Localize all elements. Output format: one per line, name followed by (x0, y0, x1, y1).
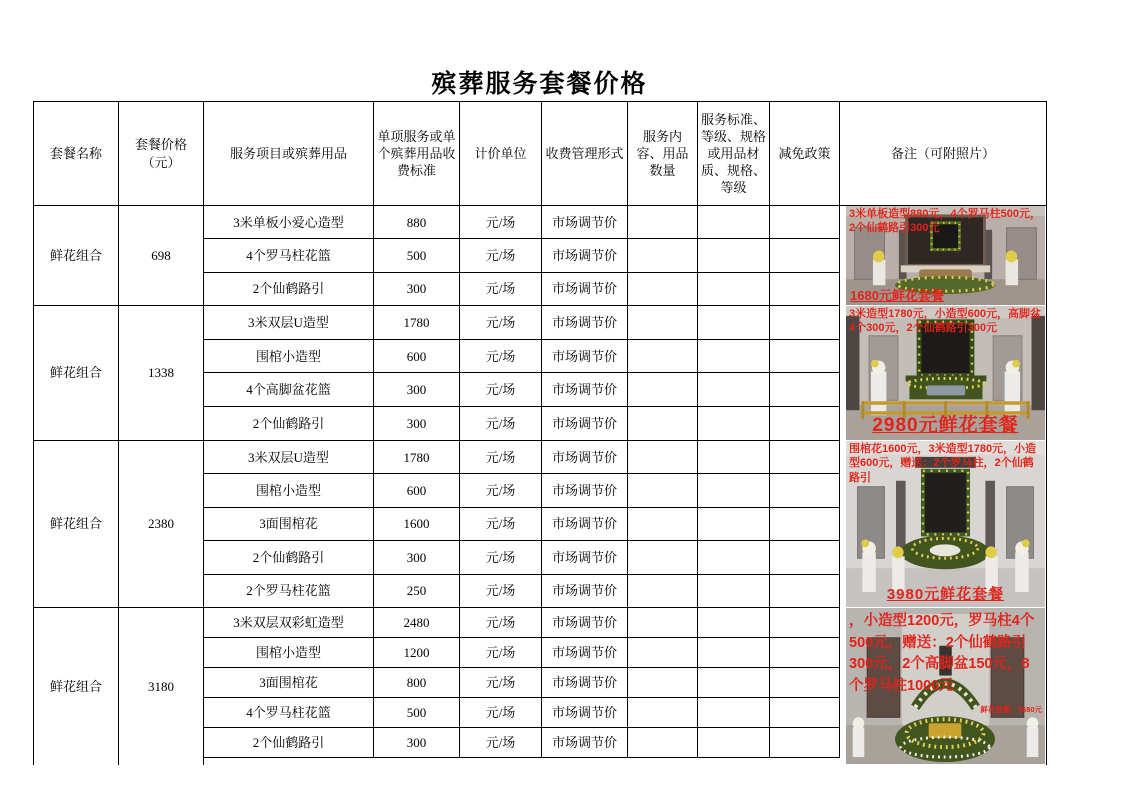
management-cell: 市场调节价 (542, 373, 628, 407)
header-package-price: 套餐价格（元） (119, 102, 204, 206)
service-standard-empty-cell (698, 575, 770, 608)
item-name-cell: 3米双层U造型 (204, 441, 374, 474)
service-standard-empty-cell (698, 474, 770, 507)
exemption-empty-cell (770, 668, 840, 698)
exemption-empty-cell (770, 306, 840, 340)
exemption-empty-cell (770, 575, 840, 608)
unit-cell: 元/场 (460, 608, 542, 638)
item-name-cell: 3米单板小爱心造型 (204, 206, 374, 239)
price-table (33, 101, 1047, 765)
group-name-cell: 鲜花组合 (34, 441, 119, 608)
exemption-empty-cell (770, 239, 840, 272)
header-package-name: 套餐名称 (34, 102, 119, 206)
management-cell: 市场调节价 (542, 340, 628, 374)
package-photo-1338 (846, 306, 1045, 440)
exemption-empty-cell (770, 508, 840, 541)
item-fee-cell: 300 (374, 541, 460, 574)
photo-cell (840, 441, 1047, 608)
management-cell: 市场调节价 (542, 474, 628, 507)
package-photo-2380 (846, 441, 1045, 607)
item-name-cell: 围棺小造型 (204, 340, 374, 374)
item-fee-cell: 300 (374, 273, 460, 306)
service-standard-empty-cell (698, 273, 770, 306)
photo-annotation-bottom: 3980元鲜花套餐 (886, 586, 1005, 604)
item-fee-cell: 1600 (374, 508, 460, 541)
management-cell: 市场调节价 (542, 239, 628, 272)
item-name-cell: 3米双层双彩虹造型 (204, 608, 374, 638)
header-service-standard-grade: 服务标准、等级、规格或用品材质、规格、等级 (698, 102, 770, 206)
item-fee-cell: 500 (374, 239, 460, 272)
service-standard-empty-cell (698, 541, 770, 574)
unit-cell: 元/场 (460, 340, 542, 374)
item-fee-cell: 300 (374, 373, 460, 407)
service-standard-empty-cell (698, 206, 770, 239)
item-fee-cell: 600 (374, 474, 460, 507)
service-standard-empty-cell (698, 340, 770, 374)
item-fee-cell: 600 (374, 340, 460, 374)
group-name-cell: 鲜花组合 (34, 306, 119, 441)
unit-cell: 元/场 (460, 373, 542, 407)
item-name-cell: 2个仙鹤路引 (204, 728, 374, 758)
unit-cell: 元/场 (460, 728, 542, 758)
exemption-empty-cell (770, 728, 840, 758)
management-cell: 市场调节价 (542, 407, 628, 441)
service-content-empty-cell (628, 541, 698, 574)
unit-cell: 元/场 (460, 698, 542, 728)
service-content-empty-cell (628, 273, 698, 306)
service-standard-empty-cell (698, 608, 770, 638)
service-content-empty-cell (628, 668, 698, 698)
management-cell: 市场调节价 (542, 638, 628, 668)
service-content-empty-cell (628, 206, 698, 239)
photo-cell (840, 608, 1047, 765)
service-standard-empty-cell (698, 306, 770, 340)
header-service-content-quantity: 服务内容、用品数量 (628, 102, 698, 206)
unit-cell: 元/场 (460, 407, 542, 441)
header-service-or-goods: 服务项目或殡葬用品 (204, 102, 374, 206)
management-cell: 市场调节价 (542, 668, 628, 698)
service-content-empty-cell (628, 407, 698, 441)
management-cell: 市场调节价 (542, 608, 628, 638)
group-price-cell: 1338 (119, 306, 204, 441)
exemption-empty-cell (770, 698, 840, 728)
header-exemption-policy: 减免政策 (770, 102, 840, 206)
group-price-cell: 3180 (119, 608, 204, 765)
item-name-cell: 2个罗马柱花篮 (204, 575, 374, 608)
service-standard-empty-cell (698, 668, 770, 698)
item-name-cell: 3面围棺花 (204, 668, 374, 698)
service-standard-empty-cell (698, 728, 770, 758)
service-content-empty-cell (628, 306, 698, 340)
service-content-empty-cell (628, 728, 698, 758)
item-fee-cell: 300 (374, 407, 460, 441)
management-cell: 市场调节价 (542, 575, 628, 608)
photo-annotation-top: 围棺花1600元，3米造型1780元，小造型600元，赠送：2个罗马柱，2个仙鹤路引 (849, 442, 1037, 484)
service-standard-empty-cell (698, 638, 770, 668)
item-name-cell: 4个罗马柱花篮 (204, 698, 374, 728)
group-name-cell: 鲜花组合 (34, 206, 119, 306)
item-fee-cell: 800 (374, 668, 460, 698)
exemption-empty-cell (770, 373, 840, 407)
unit-cell: 元/场 (460, 668, 542, 698)
service-standard-empty-cell (698, 698, 770, 728)
unit-cell: 元/场 (460, 306, 542, 340)
service-content-empty-cell (628, 508, 698, 541)
item-fee-cell: 1200 (374, 638, 460, 668)
header-fee-management-form: 收费管理形式 (542, 102, 628, 206)
service-content-empty-cell (628, 441, 698, 474)
item-fee-cell: 300 (374, 728, 460, 758)
exemption-empty-cell (770, 441, 840, 474)
photo-annotation-side: 鲜花套餐：5680元 (980, 704, 1042, 714)
item-name-cell: 2个仙鹤路引 (204, 273, 374, 306)
header-pricing-unit: 计价单位 (460, 102, 542, 206)
item-name-cell: 2个仙鹤路引 (204, 541, 374, 574)
unit-cell: 元/场 (460, 541, 542, 574)
service-content-empty-cell (628, 575, 698, 608)
service-standard-empty-cell (698, 441, 770, 474)
item-name-cell: 4个高脚盆花篮 (204, 373, 374, 407)
exemption-empty-cell (770, 407, 840, 441)
service-content-empty-cell (628, 340, 698, 374)
package-photo-698 (846, 206, 1045, 305)
header-single-fee-standard: 单项服务或单个殡葬用品收费标准 (374, 102, 460, 206)
service-standard-empty-cell (698, 407, 770, 441)
management-cell: 市场调节价 (542, 698, 628, 728)
management-cell: 市场调节价 (542, 441, 628, 474)
management-cell: 市场调节价 (542, 306, 628, 340)
exemption-empty-cell (770, 273, 840, 306)
unit-cell: 元/场 (460, 273, 542, 306)
package-photo-3180 (846, 608, 1045, 764)
unit-cell: 元/场 (460, 575, 542, 608)
page-title: 殡葬服务套餐价格 (431, 70, 648, 98)
photo-cell (840, 206, 1047, 306)
item-name-cell: 围棺小造型 (204, 474, 374, 507)
item-name-cell: 4个罗马柱花篮 (204, 239, 374, 272)
item-fee-cell: 500 (374, 698, 460, 728)
unit-cell: 元/场 (460, 638, 542, 668)
item-name-cell: 3面围棺花 (204, 508, 374, 541)
exemption-empty-cell (770, 541, 840, 574)
service-content-empty-cell (628, 698, 698, 728)
service-content-empty-cell (628, 373, 698, 407)
group-price-cell: 698 (119, 206, 204, 306)
service-standard-empty-cell (698, 373, 770, 407)
service-standard-empty-cell (698, 239, 770, 272)
item-fee-cell: 1780 (374, 306, 460, 340)
unit-cell: 元/场 (460, 474, 542, 507)
unit-cell: 元/场 (460, 206, 542, 239)
unit-cell: 元/场 (460, 239, 542, 272)
management-cell: 市场调节价 (542, 508, 628, 541)
item-fee-cell: 250 (374, 575, 460, 608)
photo-annotation-top: ，小造型1200元，罗马柱4个500元，赠送：2个仙鹤路引300元，2个高脚盆150元，8个罗马柱1000元 (849, 612, 1035, 695)
service-content-empty-cell (628, 608, 698, 638)
management-cell: 市场调节价 (542, 206, 628, 239)
item-fee-cell: 1780 (374, 441, 460, 474)
photo-annotation-top: 3米单板造型880元，4个罗马柱500元，2个仙鹤路引300元 (849, 208, 1041, 235)
service-content-empty-cell (628, 474, 698, 507)
item-name-cell: 2个仙鹤路引 (204, 407, 374, 441)
exemption-empty-cell (770, 340, 840, 374)
management-cell: 市场调节价 (542, 728, 628, 758)
photo-cell (840, 306, 1047, 441)
management-cell: 市场调节价 (542, 541, 628, 574)
photo-annotation-bottom: 2980元鲜花套餐 (872, 414, 1019, 436)
photo-annotation-bottom: 1680元鲜花套餐 (850, 287, 944, 303)
item-fee-cell: 880 (374, 206, 460, 239)
item-name-cell: 3米双层U造型 (204, 306, 374, 340)
item-fee-cell: 2480 (374, 608, 460, 638)
group-name-cell: 鲜花组合 (34, 608, 119, 765)
header-remarks-photos: 备注（可附照片） (840, 102, 1047, 206)
unit-cell: 元/场 (460, 508, 542, 541)
management-cell: 市场调节价 (542, 273, 628, 306)
service-standard-empty-cell (698, 508, 770, 541)
exemption-empty-cell (770, 638, 840, 668)
service-content-empty-cell (628, 239, 698, 272)
service-content-empty-cell (628, 638, 698, 668)
exemption-empty-cell (770, 474, 840, 507)
exemption-empty-cell (770, 206, 840, 239)
unit-cell: 元/场 (460, 441, 542, 474)
item-name-cell: 围棺小造型 (204, 638, 374, 668)
exemption-empty-cell (770, 608, 840, 638)
group-price-cell: 2380 (119, 441, 204, 608)
photo-annotation-top: 3米造型1780元，小造型600元，高脚盆4个300元，2个仙鹤路引300元 (849, 307, 1041, 335)
